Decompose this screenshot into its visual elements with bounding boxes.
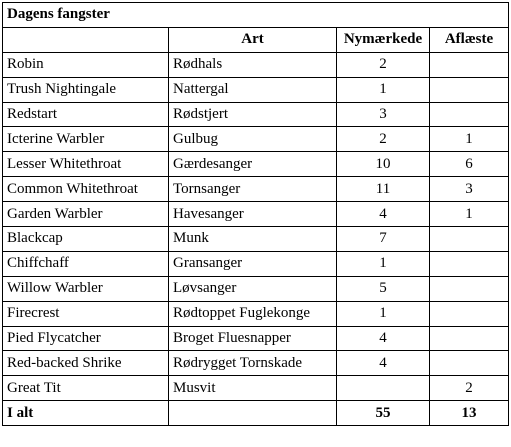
table-row — [3, 177, 509, 202]
table-row — [3, 77, 509, 102]
species-english-cell: Lesser Whitethroat — [3, 152, 169, 177]
species-english-cell: Pied Flycatcher — [3, 326, 169, 351]
species-english-cell: Chiffchaff — [3, 251, 169, 276]
ringed-count-cell: 7 — [337, 227, 430, 252]
species-english-cell: Trush Nightingale — [3, 77, 169, 102]
species-danish-cell: Gransanger — [169, 251, 337, 276]
table-row — [3, 227, 509, 252]
species-english-cell: Firecrest — [3, 301, 169, 326]
ringed-count-cell: 10 — [337, 152, 430, 177]
table-row — [3, 152, 509, 177]
title-row — [3, 3, 509, 28]
table-row — [3, 376, 509, 401]
table-row — [3, 276, 509, 301]
read-count-cell: 3 — [430, 177, 509, 202]
header-art: Art — [169, 27, 337, 52]
species-english-cell: Robin — [3, 52, 169, 77]
table-row — [3, 251, 509, 276]
species-danish-cell: Tornsanger — [169, 177, 337, 202]
ringed-count-cell: 11 — [337, 177, 430, 202]
species-english-cell: Common Whitethroat — [3, 177, 169, 202]
species-danish-cell: Munk — [169, 227, 337, 252]
species-danish-cell: Havesanger — [169, 202, 337, 227]
species-english-cell: Willow Warbler — [3, 276, 169, 301]
catch-table — [2, 2, 509, 426]
species-danish-cell: Musvit — [169, 376, 337, 401]
catch-table-container — [2, 2, 509, 426]
header-row — [3, 27, 509, 52]
table-row — [3, 351, 509, 376]
table-row — [3, 102, 509, 127]
read-count-cell: 1 — [430, 202, 509, 227]
total-label: I alt — [3, 401, 169, 426]
species-danish-cell: Løvsanger — [169, 276, 337, 301]
table-row — [3, 202, 509, 227]
read-count-cell — [430, 301, 509, 326]
species-english-cell: Redstart — [3, 102, 169, 127]
ringed-count-cell: 4 — [337, 351, 430, 376]
read-count-cell — [430, 251, 509, 276]
table-row — [3, 326, 509, 351]
total-read: 13 — [430, 401, 509, 426]
read-count-cell: 2 — [430, 376, 509, 401]
ringed-count-cell — [337, 376, 430, 401]
read-count-cell — [430, 351, 509, 376]
ringed-count-cell: 4 — [337, 202, 430, 227]
species-danish-cell: Rødrygget Tornskade — [169, 351, 337, 376]
species-english-cell: Great Tit — [3, 376, 169, 401]
species-danish-cell: Rødstjert — [169, 102, 337, 127]
table-title: Dagens fangster — [3, 3, 509, 28]
ringed-count-cell: 1 — [337, 77, 430, 102]
species-danish-cell: Nattergal — [169, 77, 337, 102]
table-row — [3, 301, 509, 326]
total-row — [3, 401, 509, 426]
read-count-cell — [430, 227, 509, 252]
table-row — [3, 127, 509, 152]
read-count-cell — [430, 326, 509, 351]
ringed-count-cell: 1 — [337, 301, 430, 326]
ringed-count-cell: 5 — [337, 276, 430, 301]
ringed-count-cell: 1 — [337, 251, 430, 276]
header-english — [3, 27, 169, 52]
species-danish-cell: Gulbug — [169, 127, 337, 152]
species-english-cell: Garden Warbler — [3, 202, 169, 227]
table-body — [3, 3, 509, 426]
species-danish-cell: Broget Fluesnapper — [169, 326, 337, 351]
read-count-cell — [430, 276, 509, 301]
species-english-cell: Red-backed Shrike — [3, 351, 169, 376]
read-count-cell: 1 — [430, 127, 509, 152]
ringed-count-cell: 2 — [337, 52, 430, 77]
read-count-cell — [430, 52, 509, 77]
species-danish-cell: Rødhals — [169, 52, 337, 77]
ringed-count-cell: 3 — [337, 102, 430, 127]
species-danish-cell: Gærdesanger — [169, 152, 337, 177]
table-row — [3, 52, 509, 77]
total-blank-cell — [169, 401, 337, 426]
species-english-cell: Blackcap — [3, 227, 169, 252]
ringed-count-cell: 2 — [337, 127, 430, 152]
read-count-cell — [430, 77, 509, 102]
header-nymaerkede: Nymærkede — [337, 27, 430, 52]
species-english-cell: Icterine Warbler — [3, 127, 169, 152]
read-count-cell: 6 — [430, 152, 509, 177]
total-ringed: 55 — [337, 401, 430, 426]
read-count-cell — [430, 102, 509, 127]
header-aflaeste: Aflæste — [430, 27, 509, 52]
species-danish-cell: Rødtoppet Fuglekonge — [169, 301, 337, 326]
ringed-count-cell: 4 — [337, 326, 430, 351]
